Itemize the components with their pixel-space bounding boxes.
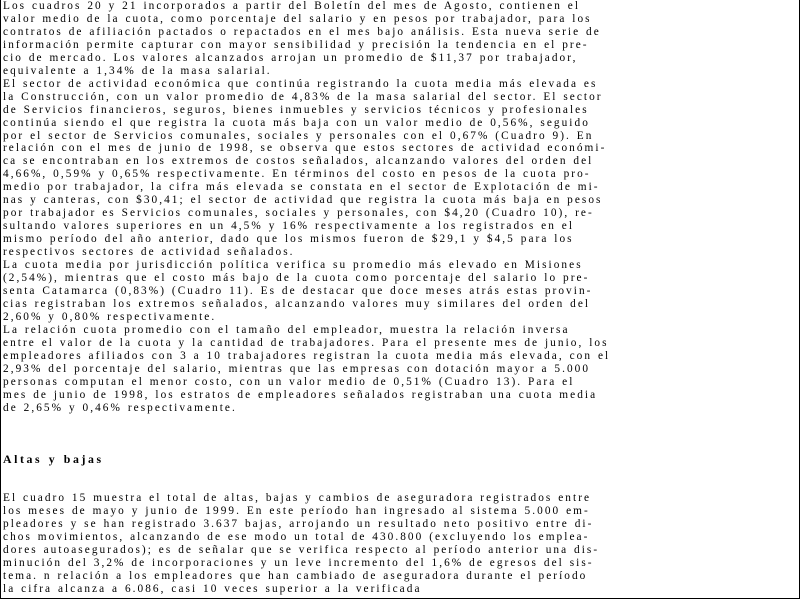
text-line: medio por trabajador, la cifra más elevada se constata en el sector de Explotación de mi- [3, 181, 600, 194]
text-line: empleadores afiliados con 3 a 10 trabajadores registran la cuota media más elevada, con el [3, 349, 611, 362]
spacer [3, 440, 799, 453]
text-line: mismo período del año anterior, dado que los mismos fueron de $29,1 y $4,5 para los [3, 233, 574, 246]
text-line: tema. n relación a los empleadores que han cambiado de aseguradora durante el período [3, 569, 588, 582]
text-line: respectivos sectores de actividad señalados. [3, 246, 295, 259]
text-line: 2,93% del porcentaje del salario, mientras que las empresas con dotación mayor a 5.000 [3, 362, 591, 375]
text-line: la Construcción, con un valor promedio de 4,83% de la masa salarial del sector. El sector [3, 90, 603, 103]
text-line: valor medio de la cuota, como porcentaje del salario y en pesos por trabajador, para los [3, 12, 592, 25]
text-line: 4,66%, 0,59% y 0,65% respectivamente. En términos del costo en pesos de la cuota pro- [3, 168, 591, 181]
spacer [3, 427, 799, 440]
text-line: mes de junio de 1998, los estratos de empleadores señalados registraban una cuota media [3, 388, 598, 401]
text-line: pleadores y se han registrado 3.637 bajas, arrojando un resultado neto positivo entre di- [3, 518, 594, 531]
text-line: El cuadro 15 muestra el total de altas, bajas y cambios de aseguradora registrados entre [3, 492, 592, 505]
text-line: por el sector de Servicios comunales, sociales y personales con el 0,67% (Cuadro 9). En [3, 129, 594, 142]
text-line: minución del 3,2% de incorporaciones y un leve incremento del 1,6% de egresos del sis- [3, 556, 594, 569]
text-line: sultando valores superiores en un 4,5% y 16% respectivamente a los registrados en el [3, 220, 575, 233]
text-line: ca se encontraban en los extremos de costos señalados, alcanzando valores del orden del [3, 155, 594, 168]
text-line: 2,60% y 0,80% respectivamente. [3, 310, 217, 323]
paragraph-jurisdiccion [3, 259, 799, 324]
text-line: contratos de afiliación pactados o repactados en el mes bajo análisis. Esta nueva serie de [3, 25, 601, 38]
text-line: (2,54%), mientras que el costo más bajo de la cuota como porcentaje del salario lo pre- [3, 272, 590, 285]
text-line: continúa siendo el que registra la cuota más baja con un valor medio de 0,56%, seguido [3, 116, 590, 129]
paragraph-sector-actividad [3, 78, 799, 259]
spacer [3, 479, 799, 492]
text-line: la cifra alcanza a 6.086, casi 10 veces superior a la verificada [3, 582, 422, 595]
paragraph-tamano-empleador [3, 324, 799, 415]
text-line: cio de mercado. Los valores alcanzados arrojan un promedio de $11,37 por trabajador, [3, 51, 578, 64]
text-line: los meses de mayo y junio de 1999. En este período han ingresado al sistema 5.000 em- [3, 505, 590, 518]
text-line: de 2,65% y 0,46% respectivamente. [3, 401, 237, 414]
text-line: chos movimientos, alcanzando de ese modo un total de 430.800 (excluyendo los emplea- [3, 531, 590, 543]
section-heading-altas-bajas: Altas y bajas [3, 452, 104, 467]
text-line: relación con el mes de junio de 1998, se observa que estos sectores de actividad económi- [3, 142, 607, 155]
text-line: senta Catamarca (0,83%) (Cuadro 11). Es de destacar que doce meses atrás estas provin- [3, 284, 593, 297]
document-body [3, 0, 799, 596]
text-line: personas computan el menor costo, con un valor medio de 0,51% (Cuadro 13). Para el [3, 375, 575, 388]
spacer [3, 415, 799, 428]
spacer [3, 466, 799, 479]
paragraph-altas-bajas [3, 492, 799, 596]
text-line: dores autoasegurados); es de señalar que se verifica respecto al período anterior una dis- [3, 543, 600, 556]
text-line: nas y canteras, con $30,41; el sector de actividad que registra la cuota más baja en pesos [3, 194, 603, 207]
text-line: La cuota media por jurisdicción política verifica su promedio más elevado en Misiones [3, 259, 583, 272]
text-line: cias registraban los extremos señalados, alcanzando valores muy similares del orden del [3, 297, 591, 310]
text-line: La relación cuota promedio con el tamaño del empleador, muestra la relación inversa [3, 323, 570, 336]
text-line: por trabajador es Servicios comunales, sociales y personales, con $4,20 (Cuadro 10), re- [3, 207, 594, 220]
text-line: entre el valor de la cuota y la cantidad de trabajadores. Para el presente mes de junio, los [3, 336, 609, 349]
text-line: equivalente a 1,34% de la masa salarial. [3, 64, 272, 77]
paragraph-precio-mercado [3, 0, 799, 78]
text-line: de Servicios financieros, seguros, bienes inmuebles y servicios técnicos y profesionales [3, 103, 589, 116]
text-line: El sector de actividad económica que continúa registrando la cuota media más elevada es [3, 77, 598, 90]
text-line: información permite capturar con mayor sensibilidad y precisión la tendencia en el pre- [3, 38, 589, 51]
text-line: Los cuadros 20 y 21 incorporados a partir del Boletín del mes de Agosto, contienen el [3, 0, 581, 12]
